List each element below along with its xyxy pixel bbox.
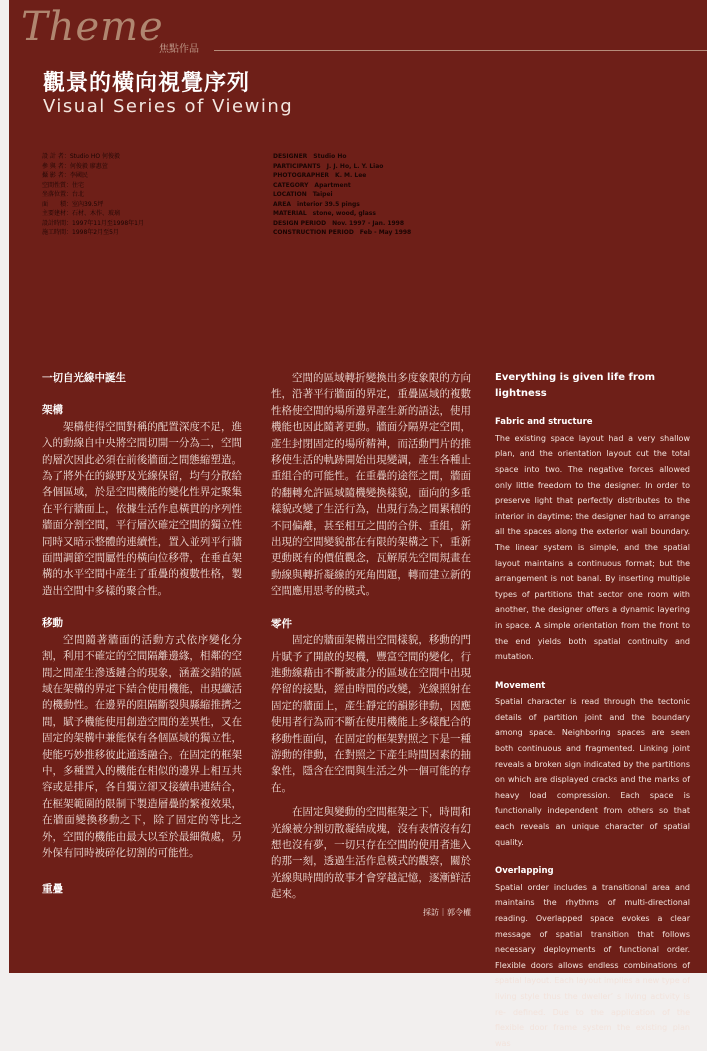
page-title-en: Visual Series of Viewing xyxy=(43,96,294,117)
section-subheading: 架構 xyxy=(42,404,63,417)
author-credit: 採訪｜郭令權 xyxy=(423,907,471,917)
section-heading: 一切自光線中誕生 xyxy=(42,372,126,384)
section-heading: Everything is given life from lightness xyxy=(495,372,656,399)
section-subheading: 重疊 xyxy=(42,883,63,896)
credit-row: 面 積：室內39.5坪 xyxy=(42,200,104,208)
credit-row: CATEGORY Apartment xyxy=(273,181,351,189)
header-rule xyxy=(214,50,707,51)
body-paragraph: 空間的區域轉折變換出多度象限的方向性，沿著平行牆面的界定，重疊區域的複數性格使空間的場所邊界產生新的語法，使用機能也因此隨著更動。牆面分隔界定空間，產生封閉固定的場所精神，而活動門片的推移使生活的軌跡開始出現變調，產生各種止重組合的可能性。在重疊的途徑之間，牆面的翻轉允許區域隨機變換樣貌，面向的多重樣貌改變了生活行為，出現行為之間累積的不同偏離，甚至相互之間的合併、重組，新出現的空間變貌都在有限的架構之下，重新更動既有的價值觀念，瓦解原先空間規畫在動線與轉折凝線的死角問題，轉而建立新的空間應用思考的模式。 xyxy=(271,372,471,598)
theme-logo: Theme xyxy=(21,4,164,50)
credit-row: 設 計 者：Studio HO 何俊毅 xyxy=(42,153,120,160)
section-subheading: 移動 xyxy=(42,617,63,630)
credits-en xyxy=(273,152,493,238)
credit-row: CONSTRUCTION PERIOD Feb - May 1998 xyxy=(273,229,412,236)
credit-row: AREA interior 39.5 pings xyxy=(273,200,360,208)
page-title-zh: 觀景的橫向視覺序列 xyxy=(43,71,251,96)
body-paragraph: 架構使得空間對稱的配置深度不足，進入的動線自中央將空間切開一分為二，空間的層次因此必須在前後牆面之間態縮塑造。為了將外在的綠野及光線保留，均勻分散給各個區域，於是空間機能的變化性界定聚集在平行牆面上，依據生活作息橫貫的序列性牆面分割空間，平行層次確定空間的獨立性同時又暗示整體的連續性，置入並列平行牆面間調節空間屬性的橫向位移帶，在垂直架構的水平空間中產生了重疊的複數性格，製造出空間中多樣的聚合性。 xyxy=(42,420,242,597)
credit-row: PHOTOGRAPHER K. M. Lee xyxy=(273,172,367,179)
credit-row: 主要建材：石材、木作、玻璃 xyxy=(42,210,121,217)
article-column-3 xyxy=(495,370,690,1051)
credit-row: 施工時間：1998年2月至5月 xyxy=(42,229,119,236)
body-paragraph: 空間隨著牆面的活動方式依序變化分割，利用不確定的空間隔離邊緣，相鄰的空間之間產生滲透鏈合的現象，涵蓋交錯的區域在架構的界定下結合使用機能，出現纖活的機動性。在邊界的阻隔斷裂與縣縮推擠之間，賦予機能使用創造空間的差異性，又在固定的架構中兼能保有各個區域的獨立性，使能巧妙推移彼此通透融合。在固定的框架中，多種置入的機能在相似的邊界上相互共容或是排斥，各自獨立卻又接續串連結合，在框架範圍的限制下製造層疊的繁複效果，在牆面變換移動之下，除了固定的等比之外，空間的機能由最大以至於最細微處，另外保有同時被碎化切割的可能性。 xyxy=(42,633,242,859)
credit-row: 空間性質：住宅 xyxy=(42,181,85,189)
article-column-1 xyxy=(42,370,242,898)
credit-row: 攝 影 者：李國民 xyxy=(42,172,88,179)
section-subheading: Fabric and structure xyxy=(495,417,593,428)
credits-zh xyxy=(42,152,242,238)
body-paragraph: Spatial character is read through the tectonic details of partition joint and the boundary among space. Neighboring spaces are seen both continuous and fragmented. Linking joint reveals a broken sign indicated by the partitions on which are displayed cracks and the marks of heavy load compression. Each space is functionally independent from others so that each reveals an unique character of spatial quality. xyxy=(495,697,690,847)
body-paragraph: Spatial order includes a transitional area and maintains the rhythms of multi-directional reading. Overlapped space evokes a clear message of spatial transition that follows necessary deployments of functional order. Flexible doors allows endless combinations of spatial layout. Each layout implies a new type of living style thus the dweller’ s living activity is re- defined. Due to the application of the flexible door frame system the existing plan was xyxy=(495,882,690,1048)
section-subheading: Overlapping xyxy=(495,866,554,877)
body-paragraph: 在固定與變動的空間框架之下，時間和光線被分割切散凝結成塊，沒有表情沒有幻想也沒有夢，一切只存在空間的使用者進入的那一刻，透過生活作息模式的觀察，關於光線與時間的故事才會穿越記憶，逐漸鮮活起來。 xyxy=(271,806,471,901)
credit-row: PARTICIPANTS J. J. Ho, L. Y. Liao xyxy=(273,162,384,170)
credit-row: MATERIAL stone, wood, glass xyxy=(273,210,376,217)
credit-row: DESIGNER Studio Ho xyxy=(273,153,347,160)
section-subheading: 零件 xyxy=(271,617,292,630)
body-paragraph: The existing space layout had a very shallow plan, and the orientation layout cut the total space into two. The negative forces allowed only little freedom to the designer. In order to preserve light that perfectly distributes to the interior in daytime; the designer had to arrange all the spaces along the exterior wall boundary. The linear system is simple, and the spatial layout maintains a continuous format; but the arrangement is not banal. By inserting multiple types of partitions that sector one room with another, the designer offers a dynamic layering in space. A simple orientation from the front to the end yields both spatial continuity and mutation. xyxy=(495,433,690,662)
section-subheading: Movement xyxy=(495,680,546,691)
article-column-2 xyxy=(271,370,471,921)
credit-row: 設計時間：1997年11月至1998年1月 xyxy=(42,219,144,227)
credit-row: 坐落位置：台北 xyxy=(42,191,85,198)
body-paragraph: 固定的牆面架構出空間樣貌，移動的門片賦予了開啟的契機，豐富空間的變化，行進動線藉由不斷被畫分的區域在空間中出現停留的接點，經由時間的改變，光線照射在固定的牆面上，產生靜定的韻影律動，因應使用者行為而不斷在使用機能上多樣配合的移動性面向，在固定的框架對照之下是一種游動的律動，在對照之下產生時間因素的抽象性，隱含在空間與生活之外一個可能的存在。 xyxy=(271,634,471,794)
theme-subtitle: 焦點作品 xyxy=(159,44,199,55)
magazine-page xyxy=(9,0,707,1048)
credit-row: DESIGN PERIOD Nov. 1997 - Jan. 1998 xyxy=(273,219,405,227)
credit-row: LOCATION Taipei xyxy=(273,191,333,198)
credit-row: 參 與 者：何俊毅 廖惠萱 xyxy=(42,162,108,170)
